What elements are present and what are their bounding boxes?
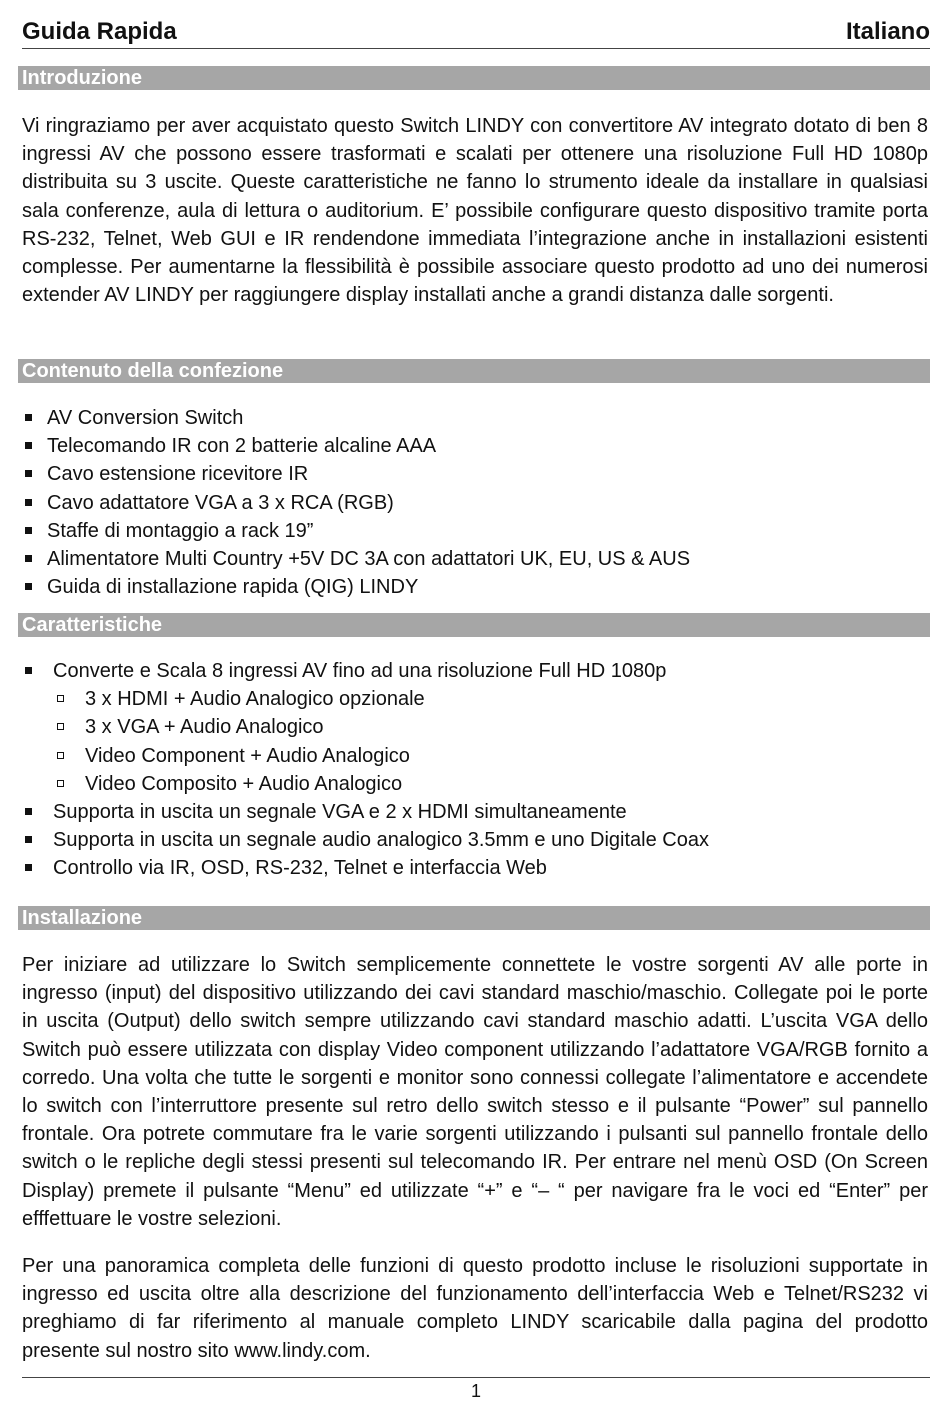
list-item: Cavo estensione ricevitore IR [22,460,928,488]
bullet-square-icon [25,583,32,590]
intro-paragraph: Vi ringraziamo per aver acquistato questo Switch LINDY con convertitore AV integrato dotato di ben 8 ingressi AV che possono essere trasformati e scalati per ottenere una risoluzione Full HD 1080p distribuita su 3 uscite. Queste caratteristiche ne fanno lo strumento ideale da installare in qualsiasi sala conferenze, aula di lettura o auditorium. E’ possibile configurare questo dispositivo tramite porta RS-232, Telnet, Web GUI e IR rendendone immediata l’integrazione anche in installazioni esistenti complesse. Per aumentarne la flessibilità è possibile associare questo prodotto ad uno dei numerosi extender AV LINDY per raggiungere display installati anche a grandi distanza dalle sorgenti. [22,115,928,307]
page-number: 1 [470,1381,481,1401]
section-heading-install: Installazione [18,906,930,930]
bullet-square-icon [25,414,32,421]
list-item: Guida di installazione rapida (QIG) LINDY [22,573,928,601]
section-heading-contents: Contenuto della confezione [18,359,930,383]
bullet-hollow-square-icon [57,695,64,702]
bullet-hollow-square-icon [57,752,64,759]
section-heading-intro: Introduzione [18,66,930,90]
list-item: 3 x HDMI + Audio Analogico opzionale [22,685,928,713]
install-paragraph-1: Per iniziare ad utilizzare lo Switch semplicemente connettete le vostre sorgenti AV alle porte in ingresso (input) del dispositivo utilizzando dei cavi standard maschio/maschio. Collegate poi le porte in uscita (Output) dello switch sempre utilizzando cavi standard maschio adatti. L’uscita VGA dello Switch può essere utilizzata con display Video component utilizzando l’adattatore VGA/RGB fornito a corredo. Una volta che tutte le sorgenti e monitor sono connessi collegate l’alimentatore e accendete lo switch con l’interruttore presente sul retro dello switch stesso e il pulsante “Power” sul pannello frontale. Ora potrete commutare fra le varie sorgenti utilizzando i pulsanti sul pannello frontale dello switch o le repliche degli stessi presenti sul telecomando IR. Per entrare nel menù OSD (On Screen Display) premete il pulsante “Menu” ed utilizzate “+” e “– “ per navigare fra le voci ed “Enter” per efffettuare le vostre selezioni. [22,954,928,1230]
bullet-square-icon [25,527,32,534]
list-item: Controllo via IR, OSD, RS-232, Telnet e interfaccia Web [22,854,928,882]
contents-list [22,404,928,601]
section-heading-features: Caratteristiche [18,613,930,637]
list-item: AV Conversion Switch [22,404,928,432]
footer-divider [22,1377,930,1378]
bullet-square-icon [25,836,32,843]
bullet-square-icon [25,667,32,674]
features-list [22,657,928,883]
list-item: Supporta in uscita un segnale VGA e 2 x HDMI simultaneamente [22,798,928,826]
bullet-square-icon [25,555,32,562]
bullet-square-icon [25,499,32,506]
list-item: Alimentatore Multi Country +5V DC 3A con adattatori UK, EU, US & AUS [22,545,928,573]
list-item: Staffe di montaggio a rack 19” [22,517,928,545]
list-item: Telecomando IR con 2 batterie alcaline AAA [22,432,928,460]
bullet-hollow-square-icon [57,780,64,787]
list-item: Converte e Scala 8 ingressi AV fino ad una risoluzione Full HD 1080p [22,657,928,685]
list-item: Video Component + Audio Analogico [22,742,928,770]
bullet-square-icon [25,470,32,477]
bullet-square-icon [25,442,32,449]
list-item: Cavo adattatore VGA a 3 x RCA (RGB) [22,489,928,517]
bullet-square-icon [25,808,32,815]
bullet-hollow-square-icon [57,723,64,730]
install-paragraph-2: Per una panoramica completa delle funzioni di questo prodotto incluse le risoluzioni supportate in ingresso ed uscita oltre alla descrizione del funzionamento dell’interfaccia Web e Telnet/RS232 vi preghiamo di far riferimento al manuale completo LINDY scaricabile dalla pagina del prodotto presente sul nostro sito www.lindy.com. [22,1255,928,1362]
header-language: Italiano [845,18,930,45]
list-item: Supporta in uscita un segnale audio analogico 3.5mm e uno Digitale Coax [22,826,928,854]
page-header [22,14,930,49]
bullet-square-icon [25,864,32,871]
header-title: Guida Rapida [22,18,177,45]
list-item: 3 x VGA + Audio Analogico [22,713,928,741]
list-item: Video Composito + Audio Analogico [22,770,928,798]
